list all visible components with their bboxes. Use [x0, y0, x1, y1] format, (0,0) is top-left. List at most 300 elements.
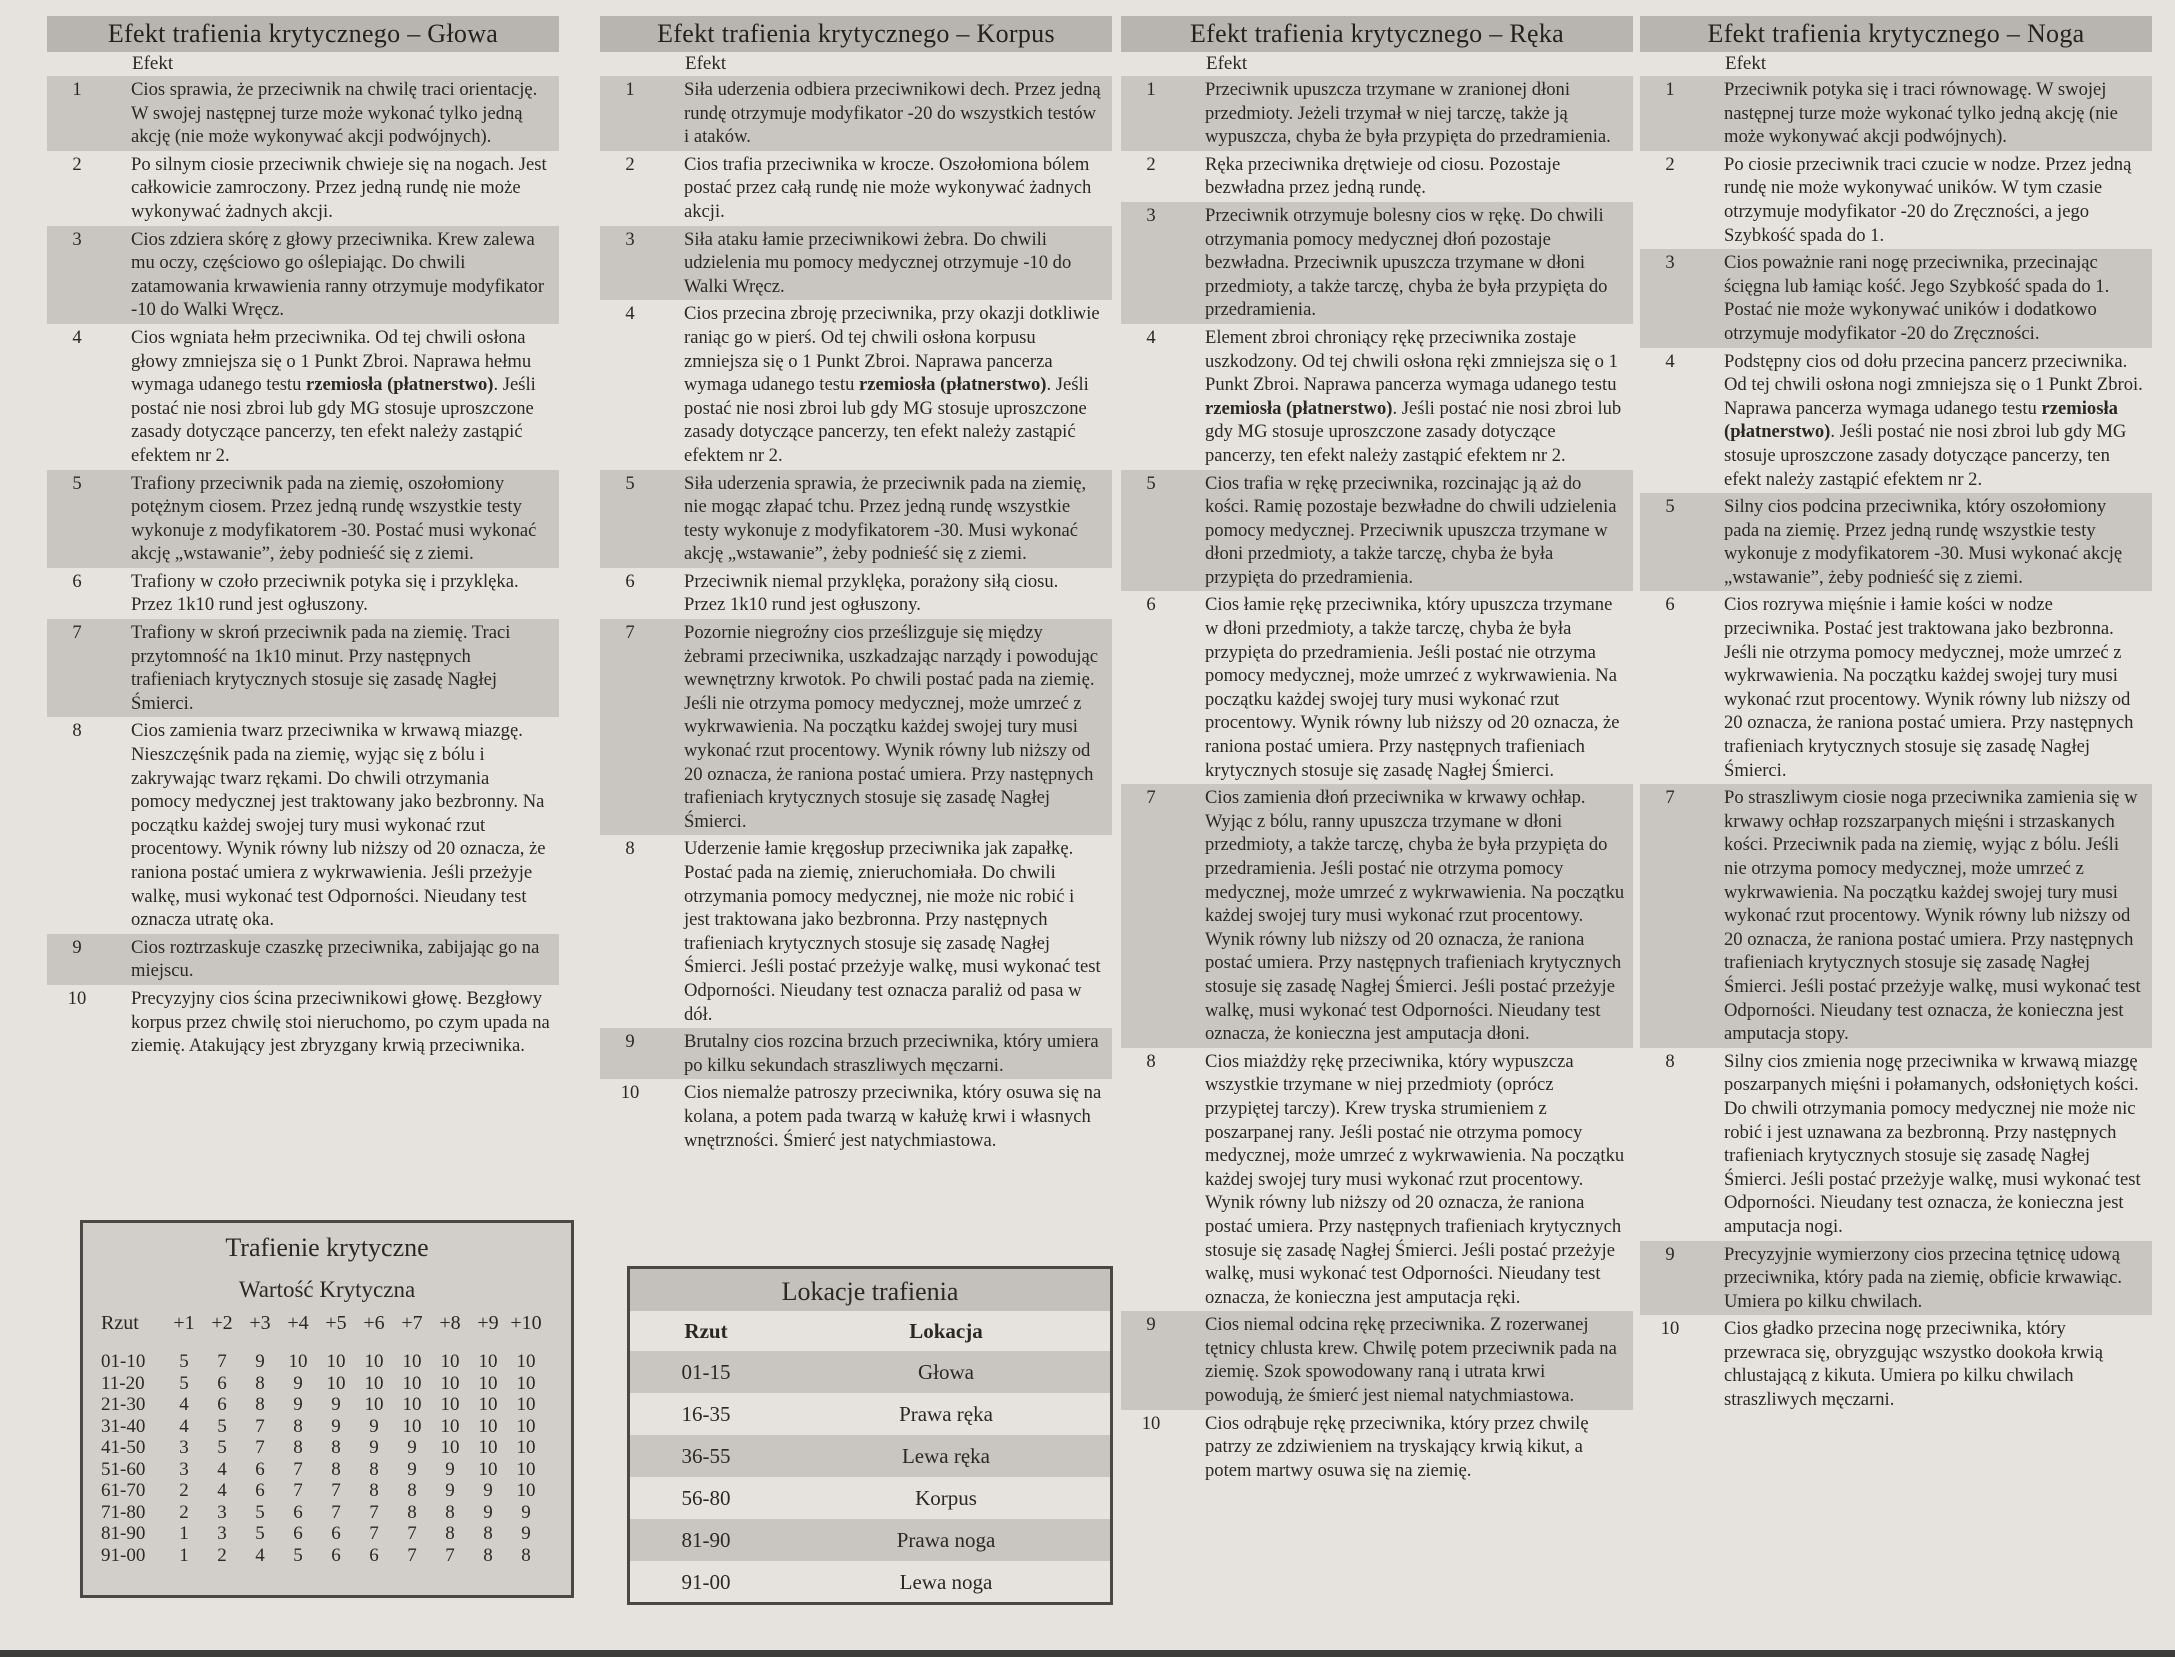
critical-cell: 8 [293, 1437, 303, 1458]
page-bottom-edge [0, 1650, 2175, 1657]
critical-cell: 9 [445, 1480, 455, 1501]
effect-text-part: Po silnym ciosie przeciwnik chwieje się na nogach. Jest całkowicie zamroczony. Przez jedną rundę nie może wykonywać żadnych akcji. [131, 153, 547, 222]
effect-row [600, 470, 1112, 568]
effect-text [660, 153, 1104, 224]
critical-cell: 8 [331, 1458, 341, 1480]
effect-text [660, 228, 1104, 299]
effect-row [1640, 1048, 2152, 1241]
critical-cell: 7 [407, 1544, 417, 1566]
effect-number: 8 [1665, 1050, 1675, 1072]
effect-number: 6 [1665, 594, 1675, 616]
critical-cell: 6 [331, 1523, 341, 1544]
effect-number: 10 [620, 1082, 640, 1104]
effect-row [600, 151, 1112, 226]
critical-cell: 10 [516, 1437, 536, 1458]
critical-header-cell: +1 [173, 1312, 195, 1335]
effect-text [660, 472, 1104, 566]
critical-cell: 41-50 [101, 1437, 146, 1458]
effect-number: 7 [1146, 787, 1156, 809]
critical-cell: 10 [516, 1351, 536, 1372]
effect-text-part: Cios rozrywa mięśnie i łamie kości w nodze przeciwnika. Postać jest traktowana jako bezbronna. Jeśli nie otrzyma pomocy medycznej, może umrzeć z wykrwawienia. Na początku każdej swojej tury musi wykonać rzut procentowy. Wynik równy lub niższy od 20 oznacza, że raniona postać umiera. Przy następnych trafieniach krytycznych stosuje się zasadę Nagłej Śmierci. [1724, 594, 2134, 781]
critical-cell: 9 [407, 1437, 417, 1458]
critical-cell: 3 [179, 1437, 189, 1458]
effect-number: 6 [72, 570, 82, 592]
critical-cell: 10 [440, 1437, 460, 1458]
effect-row [1121, 324, 1633, 470]
effect-text-part: Silny cios podcina przeciwnika, który oszołomiony pada na ziemię. Przez jedną rundę wszystkie testy wykonuje z modyfikatorem -30. Musi wykonać akcję „wstawanie”, żeby podnieść się z ziemi. [1724, 496, 2123, 588]
critical-cell: 2 [217, 1544, 227, 1566]
effect-number: 4 [1665, 350, 1675, 372]
effect-row [47, 324, 559, 470]
critical-cell: 71-80 [101, 1501, 146, 1523]
effect-text [107, 326, 551, 468]
effect-row [1640, 249, 2152, 347]
effect-text-part: Ręka przeciwnika drętwieje od ciosu. Pozostaje bezwładna przez jedną rundę. [1205, 153, 1561, 199]
effect-number: 1 [625, 79, 635, 100]
effect-text [1700, 495, 2144, 589]
critical-cell: 10 [326, 1351, 346, 1372]
critical-cell: 10 [326, 1372, 346, 1394]
effect-row [47, 568, 559, 619]
critical-cell: 5 [179, 1372, 189, 1394]
critical-cell: 3 [217, 1523, 227, 1544]
critical-cell: 8 [407, 1501, 417, 1523]
critical-cell: 10 [478, 1415, 498, 1437]
effect-row [600, 1079, 1112, 1154]
critical-cell: 91-00 [101, 1544, 146, 1566]
critical-cell: 8 [445, 1501, 455, 1523]
effect-row [1121, 151, 1633, 202]
location-cell: Korpus [915, 1485, 977, 1510]
effect-text-part: Precyzyjny cios ścina przeciwnikowi głowę. Bezgłowy korpus przez chwilę stoi nieruchomo, po czym upada na ziemię. Atakujący jest zbryzgany krwią przeciwnika. [131, 987, 550, 1057]
effect-text-bold: rzemiosła (płatnerstwo) [1205, 397, 1393, 419]
effect-text [660, 302, 1104, 467]
critical-values-grid [101, 1307, 545, 1566]
effect-text [660, 78, 1104, 149]
location-header-cell: Rzut [684, 1318, 728, 1343]
critical-hit-table [80, 1220, 574, 1598]
effect-text [1700, 1317, 2144, 1411]
effect-text-part: Siła ataku łamie przeciwnikowi żebra. Do chwili udzielenia mu pomocy medycznej otrzymuje -10 do Walki Wręcz. [684, 228, 1072, 297]
critical-row [101, 1545, 545, 1567]
critical-cell: 10 [516, 1394, 536, 1415]
effect-number: 5 [625, 472, 635, 494]
critical-cell: 1 [179, 1523, 189, 1544]
effect-row [1640, 1315, 2152, 1413]
critical-cell: 8 [369, 1480, 379, 1501]
effect-text-part: Cios poważnie rani nogę przeciwnika, przecinając ścięgna lub łamiąc kość. Jego Szybkość spada do 1. Postać nie może wykonywać uników i dodatkowo otrzymuje modyfikator -20 do Zręczności. [1724, 252, 2110, 344]
effect-text [660, 837, 1104, 1026]
critical-cell: 5 [179, 1351, 189, 1372]
effect-row [1640, 1241, 2152, 1316]
critical-cell: 8 [521, 1544, 531, 1566]
location-grid [630, 1311, 1110, 1603]
location-row [630, 1351, 1110, 1393]
critical-cell: 6 [255, 1480, 265, 1501]
effect-row [1640, 151, 2152, 249]
effect-text [1700, 350, 2144, 492]
critical-cell: 9 [521, 1501, 531, 1523]
effect-text [107, 153, 551, 224]
critical-cell: 8 [445, 1523, 455, 1544]
critical-table-title: Trafienie krytyczne [225, 1233, 429, 1262]
effect-number: 8 [72, 720, 82, 742]
critical-cell: 10 [440, 1394, 460, 1415]
effect-row [1121, 202, 1633, 324]
critical-row [101, 1351, 545, 1373]
effect-text-part: Cios zamienia dłoń przeciwnika w krwawy ochłap. Wyjąc z bólu, ranny upuszcza trzymane w dłoni przedmioty, a także tarczę, chyba że była przypięta do przedramienia. Jeśli postać nie otrzyma pomocy medycznej, może umrzeć z wykrwawienia. Na początku każdej swojej tury musi wykonać rzut procentowy. Wynik równy lub niższy od 20 oznacza, że raniona postać umiera. Przy następnych trafieniach krytycznych stosuje się zasadę Nagłej Śmierci. Jeśli postać przeżyje walkę, musi wykonać test Odporności. Nieudany test oznacza, że konieczna jest amputacja dłoni. [1205, 787, 1625, 1045]
effect-number: 10 [1660, 1318, 1680, 1340]
effect-text [107, 570, 551, 617]
critical-row [101, 1416, 545, 1438]
critical-header-cell: +6 [363, 1312, 385, 1335]
effect-number: 8 [625, 838, 635, 860]
effect-number: 9 [1665, 1243, 1675, 1265]
effect-row [600, 300, 1112, 469]
effect-row [47, 76, 559, 151]
critical-cell: 10 [478, 1458, 498, 1480]
effect-text-part: . Jeśli postać nie nosi zbroi lub gdy MG stosuje uproszczone zasady dotyczące pancerzy, ten efekt należy zastąpić efektem nr 2. [684, 374, 1089, 466]
critical-header-cell: +5 [325, 1312, 347, 1335]
effect-number: 5 [72, 472, 82, 494]
effect-text-bold: rzemiosła (płatnerstwo) [1724, 397, 2118, 443]
critical-row [101, 1394, 545, 1416]
effect-text-part: Cios łamie rękę przeciwnika, który upuszcza trzymane w dłoni przedmioty, a także tarczę, chyba że była przypięta do przedramienia. Jeśli postać nie otrzyma pomocy medycznej, może umrzeć z wykrwawienia. Na początku każdej swojej tury musi wykonać rzut procentowy. Wynik równy lub niższy od 20 oznacza, że raniona postać umiera. Przy następnych trafieniach krytycznych stosuje się zasadę Nagłej Śmierci. [1205, 594, 1620, 781]
critical-cell: 7 [293, 1458, 303, 1480]
effect-text-part: Cios wgniata hełm przeciwnika. Od tej chwili osłona głowy zmniejsza się o 1 Punkt Zbroi. Naprawa hełmu wymaga udanego testu [131, 326, 532, 396]
effect-text [1181, 593, 1625, 782]
effect-text [1181, 1313, 1625, 1407]
critical-cell: 9 [293, 1394, 303, 1415]
critical-cell: 10 [364, 1351, 384, 1372]
effect-number: 9 [625, 1031, 635, 1053]
effect-text-part: Po ciosie przeciwnik traci czucie w nodze. Przez jedną rundę nie może wykonywać uników. W tym czasie otrzymuje modyfikator -20 do Zręczności, a jego Szybkość spada do 1. [1724, 153, 2132, 246]
critical-cell: 10 [478, 1394, 498, 1415]
critical-cell: 8 [483, 1544, 493, 1566]
critical-cell: 10 [364, 1394, 384, 1415]
effect-row [1640, 348, 2152, 494]
critical-header-cell: +10 [510, 1312, 542, 1335]
effect-row [1640, 493, 2152, 591]
effect-text [660, 1081, 1104, 1152]
critical-cell: 11-20 [101, 1372, 145, 1394]
location-cell: Prawa noga [782, 1519, 1110, 1561]
critical-cell: 31-40 [101, 1415, 146, 1437]
effect-text-part: Element zbroi chroniący rękę przeciwnika zostaje uszkodzony. Od tej chwili osłona ręki zmniejsza się o 1 Punkt Zbroi. Naprawa pancerza wymaga udanego testu [1205, 326, 1618, 396]
critical-cell: 7 [369, 1501, 379, 1523]
effect-number: 4 [625, 303, 635, 325]
effect-row [47, 151, 559, 226]
effect-row [600, 835, 1112, 1028]
effect-text-part: Cios przecina zbroję przeciwnika, przy okazji dotkliwie raniąc go w pierś. Od tej chwili osłona korpusu zmniejsza się o 1 Punkt Zbroi. Naprawa pancerza wymaga udanego testu [684, 303, 1100, 396]
critical-cell: 5 [255, 1523, 265, 1544]
critical-cell: 7 [331, 1480, 341, 1501]
location-cell: 91-00 [681, 1569, 731, 1594]
effect-text-part: Siła uderzenia sprawia, że przeciwnik pada na ziemię, nie mogąc złapać tchu. Przez jedną rundę wszystkie testy wykonuje z modyfikatorem -30. Musi wykonać akcję „wstawanie”, żeby podnieść się z ziemi. [684, 472, 1087, 565]
effect-number: 7 [72, 622, 82, 644]
effect-text-part: Cios zdziera skórę z głowy przeciwnika. Krew zalewa mu oczy, częściowo go oślepiając. Do chwili zatamowania krwawienia ranny otrzymuje modyfikator -10 do Walki Wręcz. [131, 228, 545, 321]
critical-cell: 9 [445, 1458, 455, 1480]
effect-number: 7 [1665, 787, 1675, 809]
effect-text-part: Brutalny cios rozcina brzuch przeciwnika, który umiera po kilku sekundach straszliwych męczarni. [684, 1031, 1099, 1076]
critical-cell: 6 [293, 1501, 303, 1523]
effect-text [1700, 153, 2144, 247]
critical-cell: 9 [483, 1501, 493, 1523]
critical-cell: 8 [407, 1480, 417, 1501]
critical-header-cell: +2 [211, 1312, 233, 1335]
critical-cell: 10 [402, 1351, 422, 1372]
location-row [630, 1435, 1110, 1477]
effect-text-part: . Jeśli postać nie nosi zbroi lub gdy MG stosuje uproszczone zasady dotyczące pancerzy, ten efekt należy zastąpić efektem nr 2. [1724, 421, 2127, 490]
effect-text [1700, 1243, 2144, 1314]
effect-text-part: Trafiony w skroń przeciwnik pada na ziemię. Traci przytomność na 1k10 minut. Przy następnych trafieniach krytycznych stosuje się zasadę Nagłej Śmierci. [131, 622, 511, 714]
effect-number: 8 [1146, 1050, 1156, 1072]
effect-text [107, 472, 551, 566]
location-cell: Lewa noga [899, 1569, 993, 1594]
effect-text [660, 621, 1104, 833]
location-row [630, 1561, 1110, 1603]
effect-text-part: Cios trafia w rękę przeciwnika, rozcinając ją aż do kości. Ramię pozostaje bezwładne do chwili udzielenia pomocy medycznej. Przeciwnik upuszcza trzymane w dłoni przedmioty, a także tarczę, chyba że była przypięta do przedramienia. [1205, 472, 1617, 588]
critical-cell: 7 [331, 1501, 341, 1523]
critical-cell: 7 [217, 1351, 227, 1372]
critical-cell: 10 [516, 1480, 536, 1501]
effect-text-part: Cios zamienia twarz przeciwnika w krwawą miazgę. Nieszczęśnik pada na ziemię, wyjąc się z bólu i zakrywając twarz rękami. Do chwili otrzymania pomocy medycznej jest traktowany jako bezbronny. Na początku każdej swojej tury musi wykonać rzut procentowy. Wynik równy lub niższy od 20 oznacza, że raniona postać umiera z wykrwawienia. Jeśli przeżyje walkę, musi wykonać test Odporności. Nieudany test oznacza utratę oka. [131, 720, 546, 931]
critical-row [101, 1437, 545, 1459]
effect-text-part: Trafiony przeciwnik pada na ziemię, oszołomiony potężnym ciosem. Przez jedną rundę wszystkie testy wykonuje z modyfikatorem -30. Postać musi wykonać akcję „wstawanie”, żeby podnieść się z ziemi. [131, 472, 537, 565]
critical-cell: 8 [331, 1437, 341, 1458]
location-cell: 56-80 [681, 1485, 731, 1510]
effect-row [47, 226, 559, 324]
effect-number: 3 [1665, 252, 1675, 274]
critical-header-cell: +8 [439, 1312, 461, 1335]
effect-text [107, 987, 551, 1058]
critical-cell: 10 [364, 1372, 384, 1394]
critical-cell: 9 [255, 1351, 265, 1372]
effect-text [660, 1030, 1104, 1077]
effect-text-part: Cios miażdży rękę przeciwnika, który wypuszcza wszystkie trzymane w niej przedmioty (oprócz przypiętej tarczy). Krew tryska strumieniem z poszarpanej rany. Jeśli postać nie otrzyma pomocy medycznej, może umrzeć z wykrwawienia. Na początku każdej swojej tury musi wykonać rzut procentowy. Wynik równy lub niższy od 20 oznacza, że raniona postać umiera. Przy następnych trafieniach krytycznych stosuje się zasadę Nagłej Śmierci. Jeśli postać przeżyje walkę, musi wykonać test Odporności. Nieudany test oznacza, że konieczna jest amputacja ręki. [1205, 1050, 1625, 1308]
critical-cell: 7 [445, 1544, 455, 1566]
critical-header-cell: +4 [287, 1312, 309, 1335]
effect-text-part: Cios roztrzaskuje czaszkę przeciwnika, zabijając go na miejscu. [131, 936, 540, 982]
critical-cell: 8 [369, 1458, 379, 1480]
critical-cell: 5 [293, 1544, 303, 1566]
effect-text [1700, 1050, 2144, 1239]
column-title: Efekt trafienia krytycznego – Głowa [47, 16, 559, 52]
critical-cell: 10 [440, 1415, 460, 1437]
effect-text-part: Cios sprawia, że przeciwnik na chwilę traci orientację. W swojej następnej turze może wykonać tylko jedną akcję (nie może wykonywać akcji podwójnych). [131, 79, 538, 148]
effect-text [1181, 1050, 1625, 1310]
effect-text-part: Przeciwnik otrzymuje bolesny cios w rękę. Do chwili otrzymania pomocy medycznej dłoń pozostaje bezwładna. Przeciwnik upuszcza trzymane w dłoni przedmioty, a także tarczę, chyba że była przypięta do przedramienia. [1205, 204, 1608, 321]
effect-text-part: Cios trafia przeciwnika w krocze. Oszołomiona bólem postać przez całą rundę nie może wykonywać żadnych akcji. [684, 153, 1092, 222]
column-subheader: Efekt [1206, 53, 1248, 74]
effect-text [1700, 251, 2144, 345]
location-cell: 81-90 [630, 1519, 782, 1561]
effect-row [1640, 76, 2152, 151]
effect-text [107, 719, 551, 931]
effect-text-part: Cios niemalże patroszy przeciwnika, który osuwa się na kolana, a potem pada twarzą w kałużę krwi i własnych wnętrzności. Śmierć jest natychmiastowa. [684, 1082, 1102, 1151]
effect-number: 3 [625, 228, 635, 250]
effect-text-part: Przeciwnik potyka się i traci równowagę. W swojej następnej turze może wykonać tylko jedną akcję (nie może wykonywać akcji podwójnych). [1724, 79, 2118, 148]
effect-text [1181, 786, 1625, 1046]
effect-text [107, 228, 551, 322]
effect-number: 6 [1146, 594, 1156, 616]
critical-cell: 6 [293, 1523, 303, 1544]
critical-cell: 51-60 [101, 1458, 146, 1480]
effect-number: 5 [1146, 472, 1156, 494]
critical-cell: 6 [217, 1394, 227, 1415]
critical-row [101, 1502, 545, 1524]
effect-number: 10 [1141, 1412, 1161, 1434]
critical-cell: 6 [369, 1544, 379, 1566]
effect-text-bold: rzemiosła (płatnerstwo) [859, 374, 1047, 396]
effect-text-part: Precyzyjnie wymierzony cios przecina tętnicę udową przeciwnika, który pada na ziemię, obficie krwawiąc. Umiera po kilku chwilach. [1724, 1243, 2123, 1312]
critical-row [101, 1373, 545, 1395]
effect-row [1121, 1048, 1633, 1312]
effect-text-part: Cios gładko przecina nogę przeciwnika, który przewraca się, obryzgując wszystko dookoła krwią chlustającą z kikuta. Umiera po kilku chwilach straszliwych męczarni. [1724, 1318, 2103, 1411]
critical-header-cell: +7 [401, 1312, 423, 1335]
effect-text-part: Przeciwnik upuszcza trzymane w zranionej dłoni przedmioty. Jeżeli trzymał w niej tarczę, także ją wypuszcza, chyba że była przypięta do przedramienia. [1205, 79, 1611, 148]
effect-text [107, 936, 551, 983]
critical-cell: 10 [402, 1372, 422, 1394]
effect-row [600, 568, 1112, 619]
effect-number: 3 [1146, 204, 1156, 226]
effect-row [47, 934, 559, 985]
effect-row [1640, 591, 2152, 784]
effect-row [1121, 784, 1633, 1048]
effect-number: 6 [625, 570, 635, 592]
effect-text-part: Siła uderzenia odbiera przeciwnikowi dech. Przez jedną rundę otrzymuje modyfikator -20 do wszystkich testów i ataków. [684, 79, 1101, 148]
critical-cell: 10 [478, 1351, 498, 1372]
effect-text-part: Cios odrąbuje rękę przeciwnika, który przez chwilę patrzy ze zdziwieniem na tryskający krwią kikut, a potem martwy osuwa się na ziemię. [1205, 1412, 1589, 1481]
critical-header-cell: +9 [477, 1312, 499, 1335]
effect-text [1181, 78, 1625, 149]
location-cell: 36-55 [630, 1435, 782, 1477]
effect-number: 2 [1146, 153, 1156, 175]
column-subheader: Efekt [132, 53, 174, 74]
effect-row [600, 76, 1112, 151]
critical-cell: 01-10 [101, 1351, 146, 1372]
critical-cell: 7 [255, 1415, 265, 1437]
effect-text-part: Trafiony w czoło przeciwnik potyka się i przyklęka. Przez 1k10 rund jest ogłuszony. [131, 570, 519, 616]
effect-text [1181, 472, 1625, 590]
effect-number: 1 [72, 79, 82, 100]
critical-cell: 10 [516, 1372, 536, 1394]
effect-text [1700, 593, 2144, 782]
location-cell: 01-15 [630, 1351, 782, 1393]
location-cell: 16-35 [681, 1401, 731, 1426]
effect-text-part: . Jeśli postać nie nosi zbroi lub gdy MG stosuje uproszczone zasady dotyczące pancerzy, ten efekt należy zastąpić efektem nr 2. [1205, 397, 1622, 466]
effect-number: 9 [1146, 1314, 1156, 1336]
effect-number: 10 [67, 987, 87, 1009]
column-subheader: Efekt [1725, 53, 1767, 74]
critical-cell: 7 [407, 1523, 417, 1544]
effect-text-bold: rzemiosła (płatnerstwo) [306, 374, 494, 396]
critical-cell: 21-30 [101, 1394, 146, 1415]
critical-cell: 81-90 [101, 1523, 146, 1544]
effect-row [1121, 1410, 1633, 1485]
critical-cell: 10 [402, 1415, 422, 1437]
effect-text-part: Uderzenie łamie kręgosłup przeciwnika jak zapałkę. Postać pada na ziemię, znieruchomiała. Do chwili otrzymania pomocy medycznej, nie może nic robić i jest traktowana jako bezbronna. Przy następnych trafieniach krytycznych stosuje się zasadę Nagłej Śmierci. Jeśli postać przeżyje walkę, musi wykonać test Odporności. Nieudany test oznacza paraliż od pasa w dół. [684, 838, 1101, 1025]
effect-number: 7 [625, 622, 635, 644]
critical-cell: 3 [217, 1501, 227, 1523]
location-cell: Prawa ręka [899, 1401, 993, 1426]
effect-row [1121, 1311, 1633, 1409]
critical-row [101, 1459, 545, 1481]
critical-cell: 10 [440, 1351, 460, 1372]
effect-number: 2 [72, 153, 82, 175]
effect-text-part: Cios niemal odcina rękę przeciwnika. Z rozerwanej tętnicy chlusta krew. Chwilę potem przeciwnik pada na ziemię. Szok spowodowany raną i utrata krwi powodują, że śmierć jest niemal natychmiastowa. [1205, 1314, 1617, 1407]
critical-cell: 9 [369, 1415, 379, 1437]
critical-cell: 8 [293, 1415, 303, 1437]
effect-number: 4 [72, 326, 82, 348]
hit-location-table [627, 1266, 1113, 1605]
critical-cell: 4 [179, 1394, 189, 1415]
critical-cell: 1 [179, 1544, 189, 1566]
location-cell: Lewa ręka [782, 1435, 1110, 1477]
column-subheader: Efekt [685, 53, 727, 74]
critical-cell: 4 [217, 1458, 227, 1480]
location-row [630, 1519, 1110, 1561]
effect-row [47, 619, 559, 717]
effect-row [600, 1028, 1112, 1079]
critical-cell: 5 [217, 1437, 227, 1458]
effect-number: 5 [1665, 496, 1675, 518]
location-row [630, 1393, 1110, 1435]
critical-cell: 10 [288, 1351, 308, 1372]
effects-column [1640, 16, 2152, 1414]
effect-text [1181, 153, 1625, 200]
critical-header-cell: Rzut [101, 1312, 139, 1335]
location-table-title: Lokacje trafienia [630, 1269, 1110, 1311]
location-header-cell: Lokacja [909, 1318, 983, 1343]
critical-cell: 6 [331, 1544, 341, 1566]
critical-cell: 61-70 [101, 1480, 146, 1501]
critical-cell: 4 [255, 1544, 265, 1566]
effect-text-part: Po straszliwym ciosie noga przeciwnika zamienia się w krwawy ochłap rozszarpanych mięśni i strzaskanych kości. Przeciwnik pada na ziemię, wyjąc z bólu. Jeśli nie otrzyma pomocy medycznej, może umrzeć z wykrwawienia. Na początku każdej swojej tury musi wykonać rzut procentowy. Wynik równy lub niższy od 20 oznacza, że raniona postać umiera. Przy następnych trafieniach krytycznych stosuje się zasadę Nagłej Śmierci. Jeśli postać przeżyje walkę, musi wykonać test Odporności. Nieudany test oznacza, że konieczna jest amputacja stopy. [1724, 787, 2141, 1045]
effect-text [107, 621, 551, 715]
effect-number: 1 [1665, 79, 1675, 100]
effect-row [1121, 591, 1633, 784]
critical-cell: 10 [516, 1458, 536, 1480]
critical-row [101, 1480, 545, 1502]
location-cell: Głowa [782, 1351, 1110, 1393]
critical-cell: 7 [369, 1523, 379, 1544]
effects-column [600, 16, 1112, 1154]
column-title: Efekt trafienia krytycznego – Korpus [600, 16, 1112, 52]
effect-number: 9 [72, 936, 82, 958]
effect-row [1121, 470, 1633, 592]
critical-cell: 10 [478, 1437, 498, 1458]
critical-cell: 8 [255, 1394, 265, 1415]
effect-row [1640, 784, 2152, 1048]
effect-text [1181, 326, 1625, 468]
effect-row [600, 619, 1112, 835]
critical-cell: 10 [516, 1415, 536, 1437]
effect-number: 4 [1146, 326, 1156, 348]
critical-cell: 6 [217, 1372, 227, 1394]
effect-row [47, 985, 559, 1060]
effect-row [47, 717, 559, 933]
effect-row [600, 226, 1112, 301]
critical-cell: 9 [483, 1480, 493, 1501]
critical-cell: 10 [402, 1394, 422, 1415]
critical-cell: 5 [217, 1415, 227, 1437]
effect-text-part: Pozornie niegroźny cios prześlizguje się między żebrami przeciwnika, uszkadzając narządy i powodując wewnętrzny krwotok. Po chwili postać pada na ziemię. Jeśli nie otrzyma pomocy medycznej, może umrzeć z wykrwawienia. Na początku każdej swojej tury musi wykonać rzut procentowy. Wynik równy lub niższy od 20 oznacza, że raniona postać umiera. Przy następnych trafieniach krytycznych stosuje się zasadę Nagłej Śmierci. [684, 622, 1099, 832]
critical-cell: 8 [483, 1523, 493, 1544]
critical-cell: 4 [217, 1480, 227, 1501]
effect-row [1121, 76, 1633, 151]
critical-cell: 10 [440, 1372, 460, 1394]
